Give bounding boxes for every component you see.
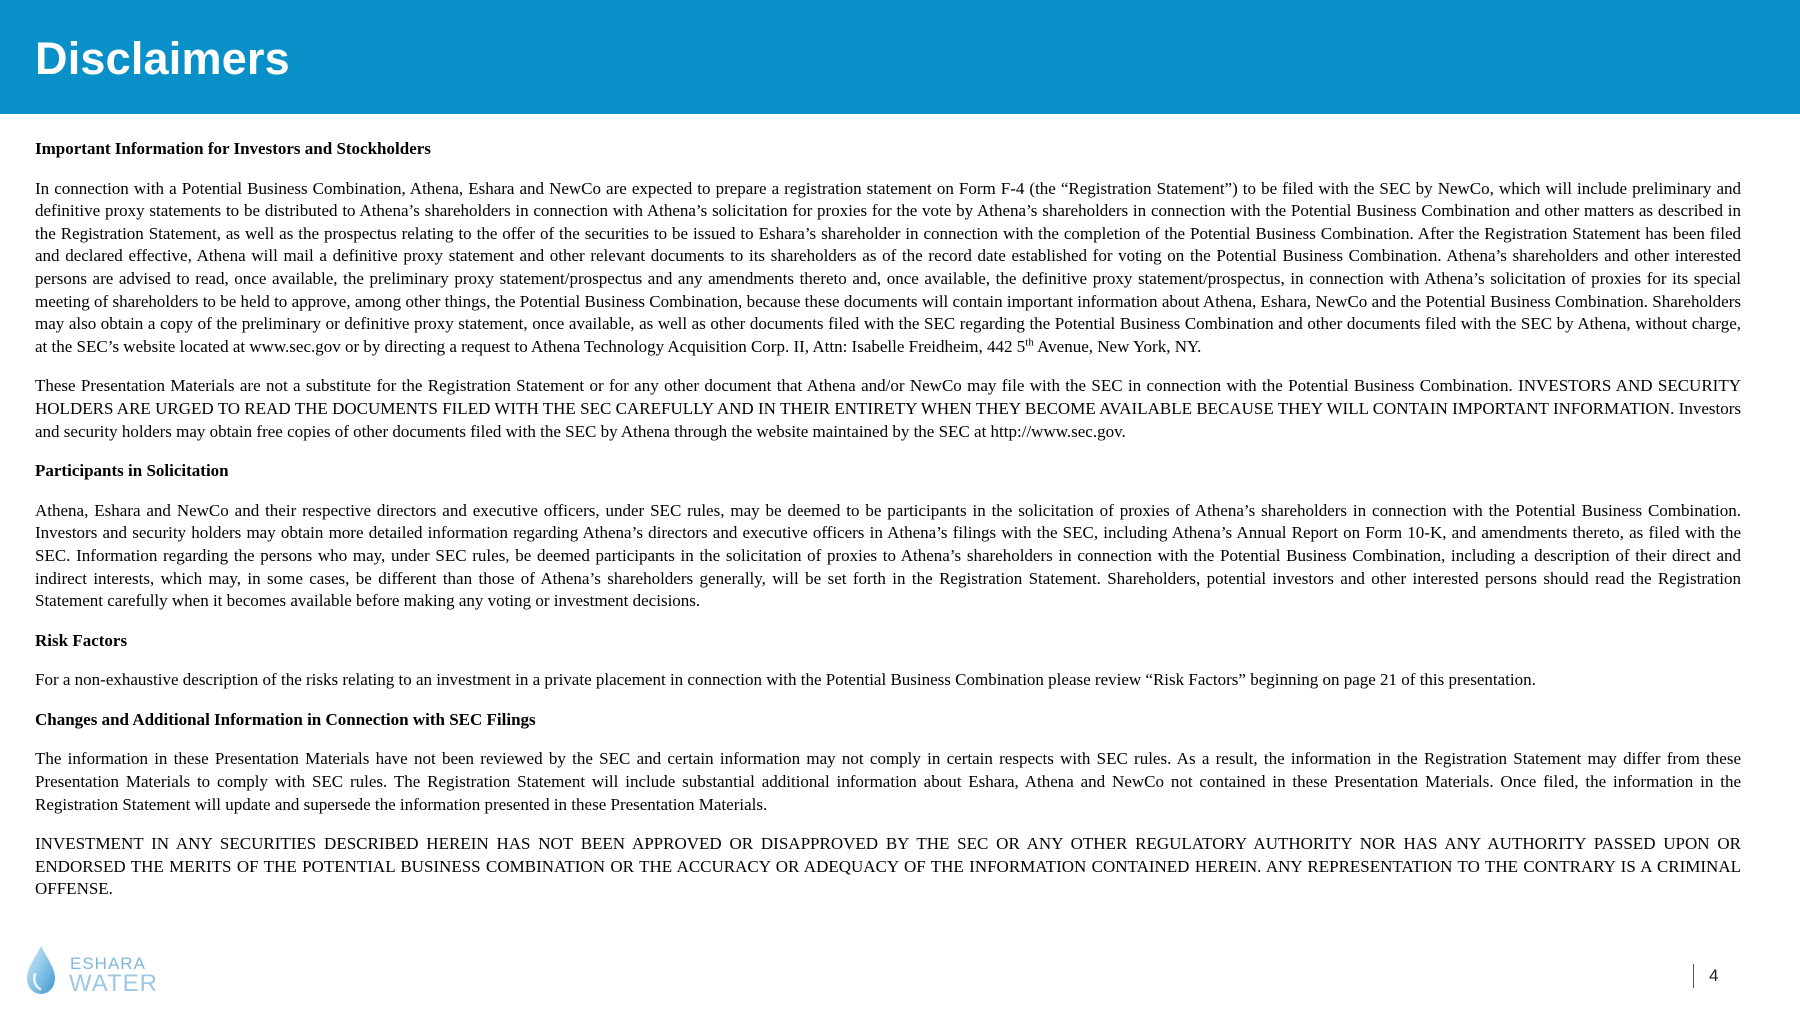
superscript-th: th	[1025, 336, 1034, 349]
paragraph-registration-statement	[35, 178, 1741, 359]
heading-risk-factors: Risk Factors	[35, 630, 128, 650]
page-title: Disclaimers	[35, 33, 290, 84]
eshara-water-logo	[25, 944, 165, 1000]
paragraph-final-notice: INVESTMENT IN ANY SECURITIES DESCRIBED HEREIN HAS NOT BEEN APPROVED OR DISAPPROVED BY THE SEC OR ANY OTHER REGULATORY AUTHORITY NOR HAS ANY AUTHORITY PASSED UPON OR ENDORSED THE MERITS OF THE POTENTIAL BUSINESS COMBINATION OR THE ACCURACY OR ADEQUACY OF THE INFORMATION CONTAINED HEREIN. ANY REPRESENTATION TO THE CONTRARY IS A CRIMINAL OFFENSE.	[35, 834, 1741, 899]
paragraph-registration-statement-tail: Avenue, New York, NY.	[1033, 336, 1202, 356]
disclaimer-content	[35, 138, 1741, 918]
heading-changes: Changes and Additional Information in Connection with SEC Filings	[35, 709, 536, 729]
paragraph-participants: Athena, Eshara and NewCo and their respective directors and executive officers, under SEC rules, may be deemed to be participants in the solicitation of proxies of Athena’s shareholders in connection with the Potential Business Combination. Investors and security holders may obtain more detailed information regarding Athena’s directors and executive officers in Athena’s filings with the SEC, including Athena’s Annual Report on Form 10-K, and amendments thereto, as filed with the SEC. Information regarding the persons who may, under SEC rules, be deemed participants in the solicitation of proxies to Athena’s shareholders in connection with the Potential Business Combination, including a description of their direct and indirect interests, which may, in some cases, be different than those of Athena’s shareholders generally, will be set forth in the Registration Statement. Shareholders, potential investors and other interested persons should read the Registration Statement carefully when it becomes available before making any voting or investment decisions.	[35, 500, 1741, 611]
paragraph-risk-factors: For a non-exhaustive description of the risks relating to an investment in a private placement in connection with the Potential Business Combination please review “Risk Factors” beginning on page 21 of this presentation.	[35, 670, 1536, 690]
page-number: 4	[1709, 966, 1719, 985]
paragraph-registration-statement-text: In connection with a Potential Business Combination, Athena, Eshara and NewCo are expected to prepare a registration statement on Form F-4 (the “Registration Statement”) to be filed with the SEC by NewCo, which will include preliminary and definitive proxy statements to be distributed to Athena’s shareholders in connection with Athena’s solicitation for proxies for the vote by Athena’s shareholders in connection with the Potential Business Combination and other matters as described in the Registration Statement, as well as the prospectus relating to the offer of the securities to be issued to Eshara’s shareholder in connection with the completion of the Potential Business Combination. After the Registration Statement has been filed and declared effective, Athena will mail a definitive proxy statement and other relevant documents to its shareholders as of the record date established for voting on the Potential Business Combination. Athena’s shareholders and other interested persons are advised to read, once available, the preliminary proxy statement/prospectus and any amendments thereto and, once available, the definitive proxy statement/prospectus, in connection with Athena’s solicitation of proxies for its special meeting of shareholders to be held to approve, among other things, the Potential Business Combination, because these documents will contain important information about Athena, Eshara, NewCo and the Potential Business Combination. Shareholders may also obtain a copy of the preliminary or definitive proxy statement, once available, as well as other documents filed with the SEC regarding the Potential Business Combination and other documents filed with the SEC by Athena, without charge, at the SEC’s website located at www.sec.gov or by directing a request to Athena Technology Acquisition Corp. II, Attn: Isabelle Freidheim, 442 5	[35, 178, 1741, 356]
paragraph-presentation-materials: These Presentation Materials are not a substitute for the Registration Statement or for any other document that Athena and/or NewCo may file with the SEC in connection with the Potential Business Combination. INVESTORS AND SECURITY HOLDERS ARE URGED TO READ THE DOCUMENTS FILED WITH THE SEC CAREFULLY AND IN THEIR ENTIRETY WHEN THEY BECOME AVAILABLE BECAUSE THEY WILL CONTAIN IMPORTANT INFORMATION. Investors and security holders may obtain free copies of other documents filed with the SEC by Athena through the website maintained by the SEC at http://www.sec.gov.	[35, 376, 1741, 441]
heading-investors: Important Information for Investors and Stockholders	[35, 139, 431, 158]
logo-text-water: WATER	[69, 970, 158, 997]
paragraph-changes: The information in these Presentation Materials have not been reviewed by the SEC and certain information may not comply in certain respects with SEC rules. As a result, the information in the Registration Statement may differ from these Presentation Materials to comply with SEC rules. The Registration Statement will include substantial additional information about Eshara, Athena and NewCo not contained in these Presentation Materials. Once filed, the information in the Registration Statement will update and supersede the information presented in these Presentation Materials.	[35, 749, 1741, 814]
logo-text-eshara: ESHARA	[70, 954, 146, 973]
heading-participants: Participants in Solicitation	[35, 461, 229, 481]
header-bar	[0, 0, 1800, 114]
page-number-divider	[1693, 964, 1694, 988]
water-drop-icon	[25, 944, 57, 996]
